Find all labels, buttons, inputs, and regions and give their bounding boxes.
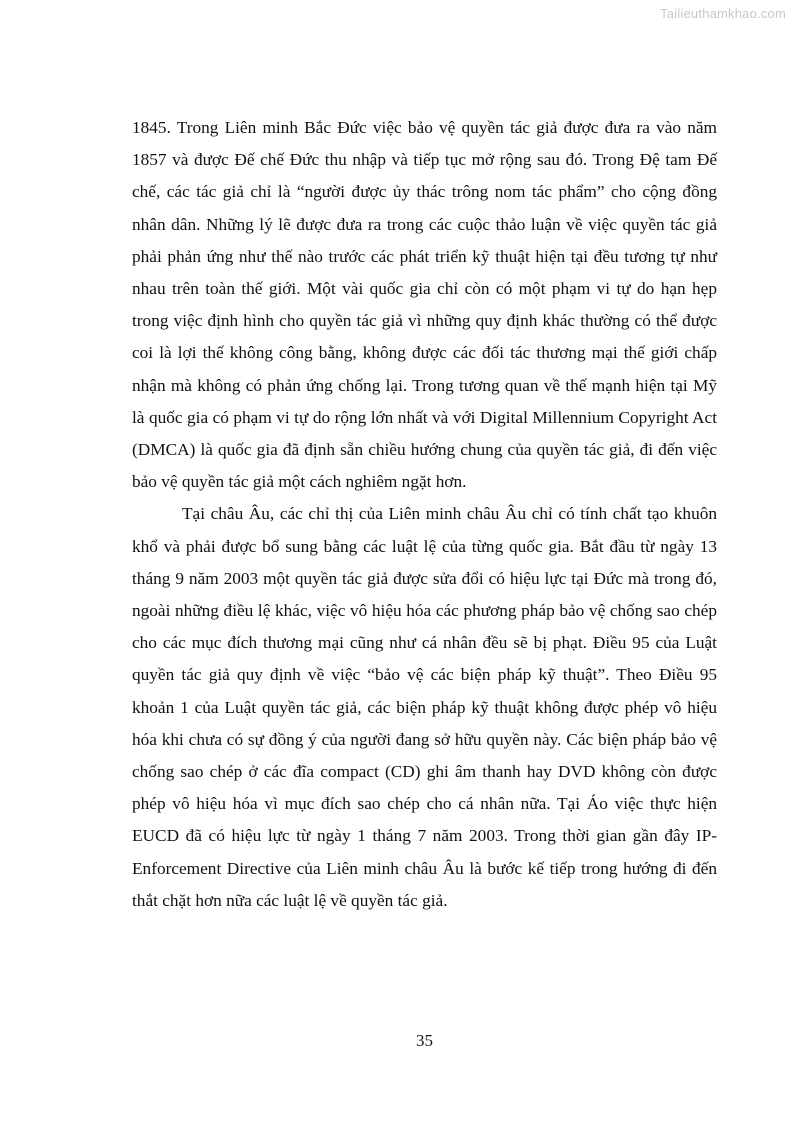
paragraph-continued: 1845. Trong Liên minh Bắc Đức việc bảo vệ quyền tác giả được đưa ra vào năm 1857 và được Đế chế Đức thu nhập và tiếp tục mở rộng sau đó. Trong Đệ tam Đế chế, các tác giả chỉ là “người được ủy thác trông nom tác phẩm” cho cộng đồng nhân dân. Những lý lẽ được đưa ra trong các cuộc thảo luận về việc quyền tác giả phải phản ứng như thế nào trước các phát triển kỹ thuật hiện tại đều tương tự như nhau trên toàn thế giới. Một vài quốc gia chỉ còn có một phạm vi tự do hạn hẹp trong việc định hình cho quyền tác giả vì những quy định khác thường có thể được coi là lợi thế không công bằng, không được các đối tác thương mại thế giới chấp nhận mà không có phản ứng chống lại. Trong tương quan về thế mạnh hiện tại Mỹ là quốc gia có phạm vi tự do rộng lớn nhất và với Digital Millennium Copyright Act (DMCA) là quốc gia đã định sẵn chiều hướng chung của quyền tác giả, đi đến việc bảo vệ quyền tác giả một cách nghiêm ngặt hơn. xyxy=(132,118,717,492)
document-body xyxy=(132,112,717,917)
page-number: 35 xyxy=(416,1031,433,1050)
watermark: Tailieuthamkhao.com xyxy=(660,6,786,21)
paragraph-europe: Tại châu Âu, các chỉ thị của Liên minh châu Âu chỉ có tính chất tạo khuôn khổ và phải được bổ sung bằng các luật lệ của từng quốc gia. Bắt đầu từ ngày 13 tháng 9 năm 2003 một quyền tác giả được sửa đổi có hiệu lực tại Đức mà trong đó, ngoài những điều lệ khác, việc vô hiệu hóa các phương pháp bảo vệ chống sao chép cho các mục đích thương mại cũng như cá nhân đều sẽ bị phạt. Điều 95 của Luật quyền tác giả quy định về việc “bảo vệ các biện pháp kỹ thuật”. Theo Điều 95 khoản 1 của Luật quyền tác giả, các biện pháp kỹ thuật không được phép vô hiệu hóa khi chưa có sự đồng ý của người đang sở hữu quyền này. Các biện pháp bảo vệ chống sao chép ở các đĩa compact (CD) ghi âm thanh hay DVD không còn được phép vô hiệu hóa vì mục đích sao chép cho cá nhân nữa. Tại Áo việc thực hiện EUCD đã có hiệu lực từ ngày 1 tháng 7 năm 2003. Trong thời gian gần đây IP-Enforcement Directive của Liên minh châu Âu là bước kế tiếp trong hướng đi đến thắt chặt hơn nữa các luật lệ về quyền tác giả. xyxy=(132,504,717,910)
